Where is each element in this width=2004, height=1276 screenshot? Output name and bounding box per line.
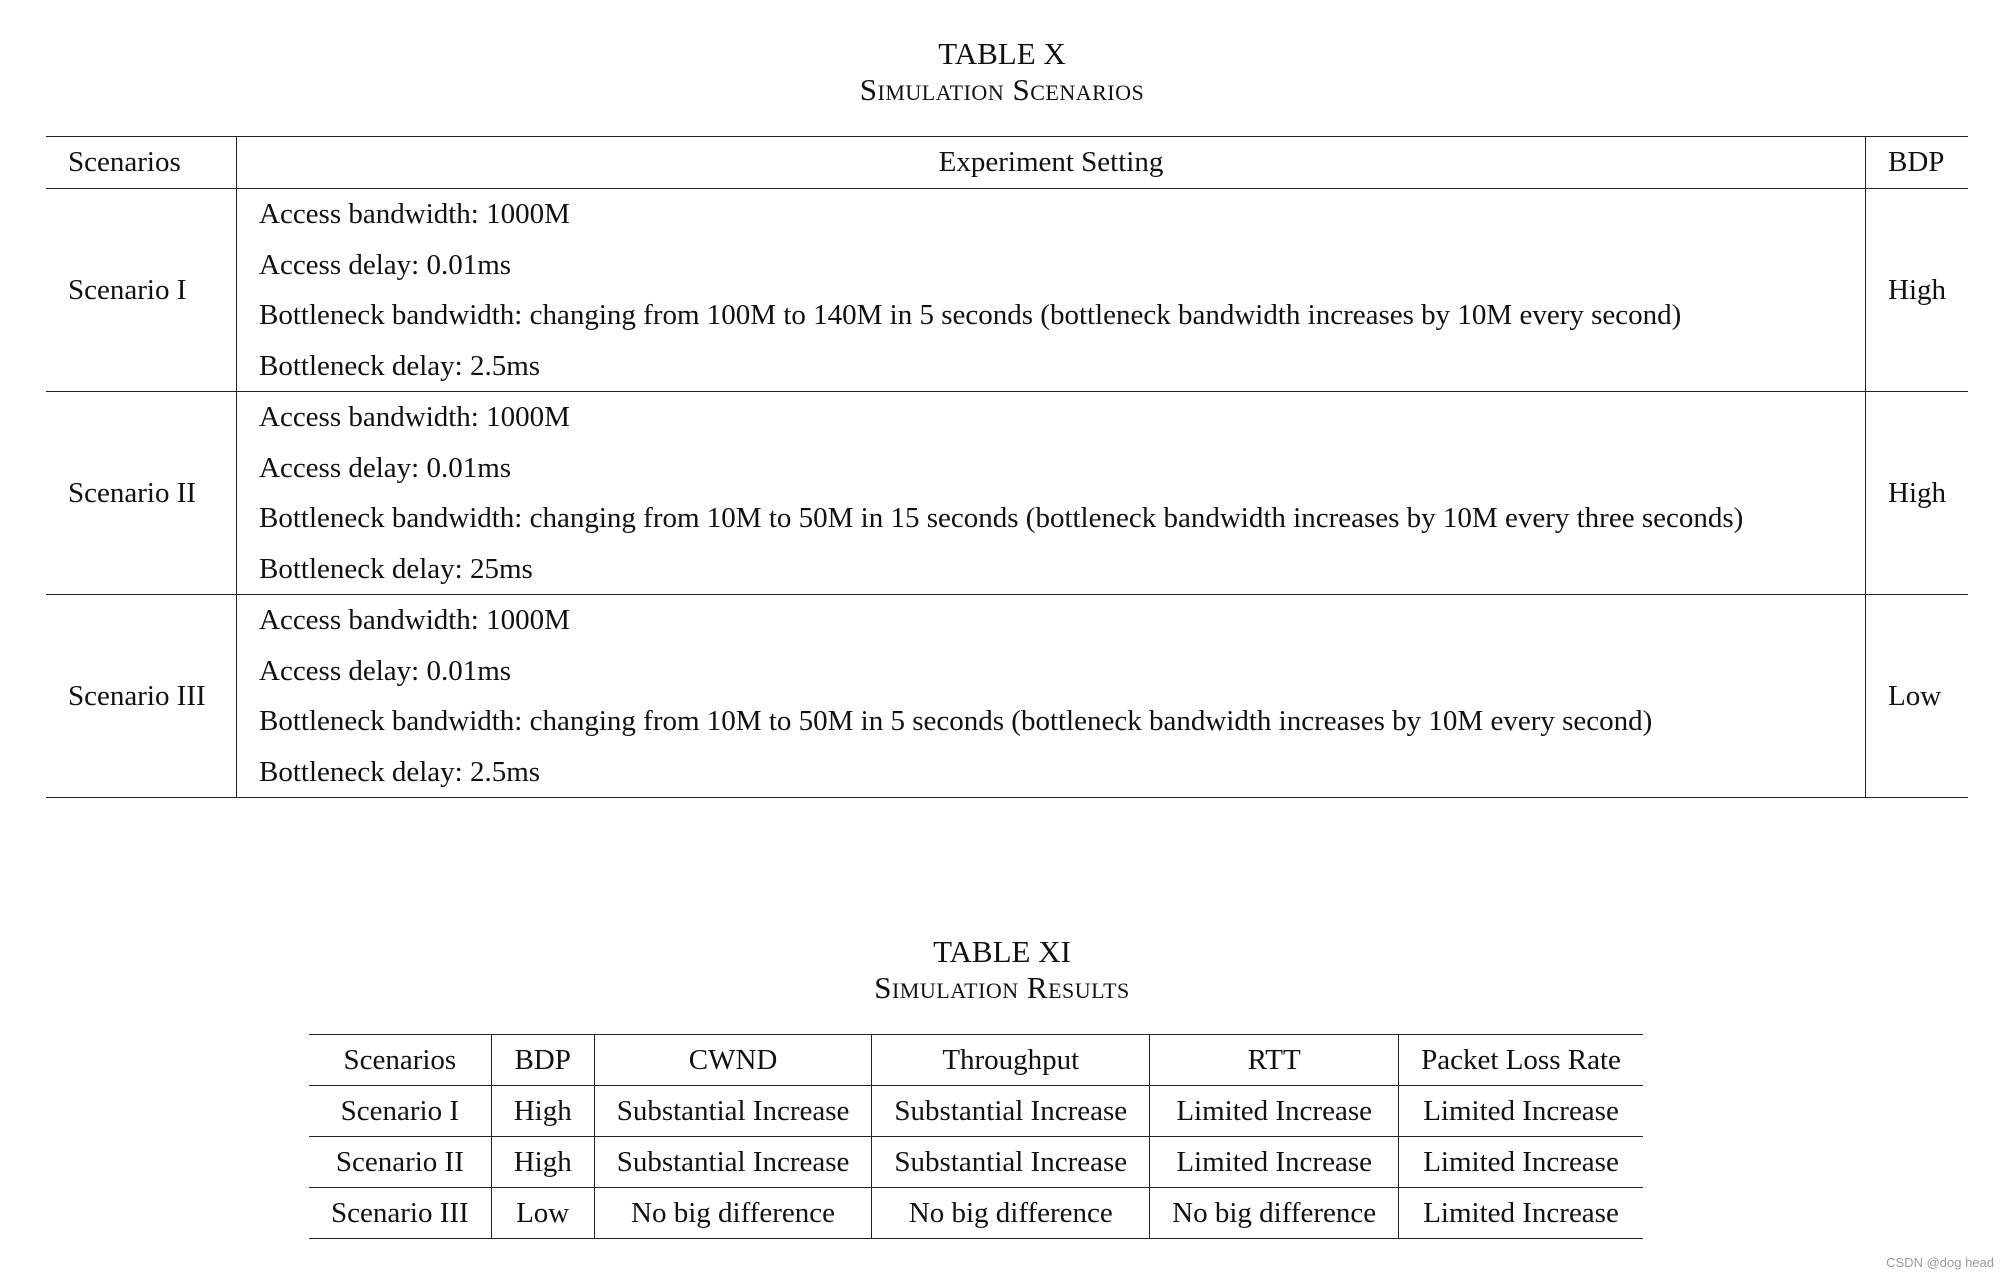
setting-line: Access delay: 0.01ms: [259, 451, 512, 484]
setting-line: Access delay: 0.01ms: [259, 248, 512, 281]
table-cell: Substantial Increase: [872, 1086, 1150, 1137]
setting-line: Access bandwidth: 1000M: [259, 198, 570, 230]
table-xi-caption: [0, 934, 2004, 1006]
table-row: [309, 1086, 1643, 1137]
table-xi-header-row: [309, 1035, 1643, 1086]
table-cell: Low: [491, 1188, 594, 1239]
table-x-header-cell: BDP: [1866, 137, 1969, 189]
table-cell: High: [491, 1086, 594, 1137]
bdp-cell: Low: [1866, 595, 1969, 798]
table-x-header-cell: Experiment Setting: [237, 137, 1866, 189]
experiment-setting-cell: [237, 189, 1866, 392]
table-x-header-cell: Scenarios: [46, 137, 237, 189]
scenario-cell: Scenario I: [46, 189, 237, 392]
table-cell: Scenario I: [309, 1086, 491, 1137]
table-cell: High: [491, 1137, 594, 1188]
table-xi-header-cell: CWND: [594, 1035, 872, 1086]
experiment-setting-cell: [237, 392, 1866, 595]
experiment-setting-cell: [237, 595, 1866, 798]
table-cell: No big difference: [594, 1188, 872, 1239]
table-cell: Substantial Increase: [594, 1086, 872, 1137]
table-x-header-row: [46, 137, 1968, 189]
table-row: [46, 189, 1968, 392]
table-x-subtitle: Simulation Scenarios: [859, 72, 1145, 107]
table-cell: Scenario III: [309, 1188, 491, 1239]
watermark: CSDN @dog head: [1886, 1255, 1994, 1270]
setting-line: Access bandwidth: 1000M: [259, 401, 570, 433]
scenario-cell: Scenario II: [46, 392, 237, 595]
table-cell: Substantial Increase: [594, 1137, 872, 1188]
table-row: [46, 392, 1968, 595]
table-xi-header-cell: Scenarios: [309, 1035, 491, 1086]
table-cell: Limited Increase: [1150, 1137, 1399, 1188]
setting-line: Bottleneck bandwidth: changing from 10M to 50M in 5 seconds (bottleneck bandwidth increases by 10M every second): [259, 705, 1653, 737]
bdp-cell: High: [1866, 189, 1969, 392]
table-xi: [309, 1034, 1643, 1239]
setting-line: Bottleneck bandwidth: changing from 100M to 140M in 5 seconds (bottleneck bandwidth increases by 10M every second): [259, 299, 1682, 331]
setting-line: Access delay: 0.01ms: [259, 654, 512, 687]
setting-line: Bottleneck delay: 25ms: [259, 552, 533, 585]
table-x-caption: [0, 36, 2004, 108]
scenario-cell: Scenario III: [46, 595, 237, 798]
setting-line: Access bandwidth: 1000M: [259, 604, 570, 636]
table-row: [309, 1188, 1643, 1239]
table-xi-header-cell: Throughput: [872, 1035, 1150, 1086]
setting-line: Bottleneck delay: 2.5ms: [259, 755, 541, 788]
table-xi-subtitle: Simulation Results: [874, 970, 1130, 1005]
table-cell: Limited Increase: [1399, 1137, 1643, 1188]
table-row: [309, 1137, 1643, 1188]
bdp-cell: High: [1866, 392, 1969, 595]
table-x: [46, 136, 1968, 798]
table-cell: No big difference: [1150, 1188, 1399, 1239]
setting-line: Bottleneck bandwidth: changing from 10M to 50M in 15 seconds (bottleneck bandwidth increases by 10M every three seconds): [259, 502, 1744, 534]
table-cell: Limited Increase: [1399, 1188, 1643, 1239]
setting-line: Bottleneck delay: 2.5ms: [259, 349, 541, 382]
table-xi-header-cell: Packet Loss Rate: [1399, 1035, 1643, 1086]
table-cell: Substantial Increase: [872, 1137, 1150, 1188]
table-cell: No big difference: [872, 1188, 1150, 1239]
table-cell: Scenario II: [309, 1137, 491, 1188]
table-xi-title: TABLE XI: [933, 934, 1071, 969]
table-xi-header-cell: BDP: [491, 1035, 594, 1086]
table-cell: Limited Increase: [1399, 1086, 1643, 1137]
table-cell: Limited Increase: [1150, 1086, 1399, 1137]
table-x-title: TABLE X: [938, 36, 1066, 71]
table-row: [46, 595, 1968, 798]
table-xi-header-cell: RTT: [1150, 1035, 1399, 1086]
